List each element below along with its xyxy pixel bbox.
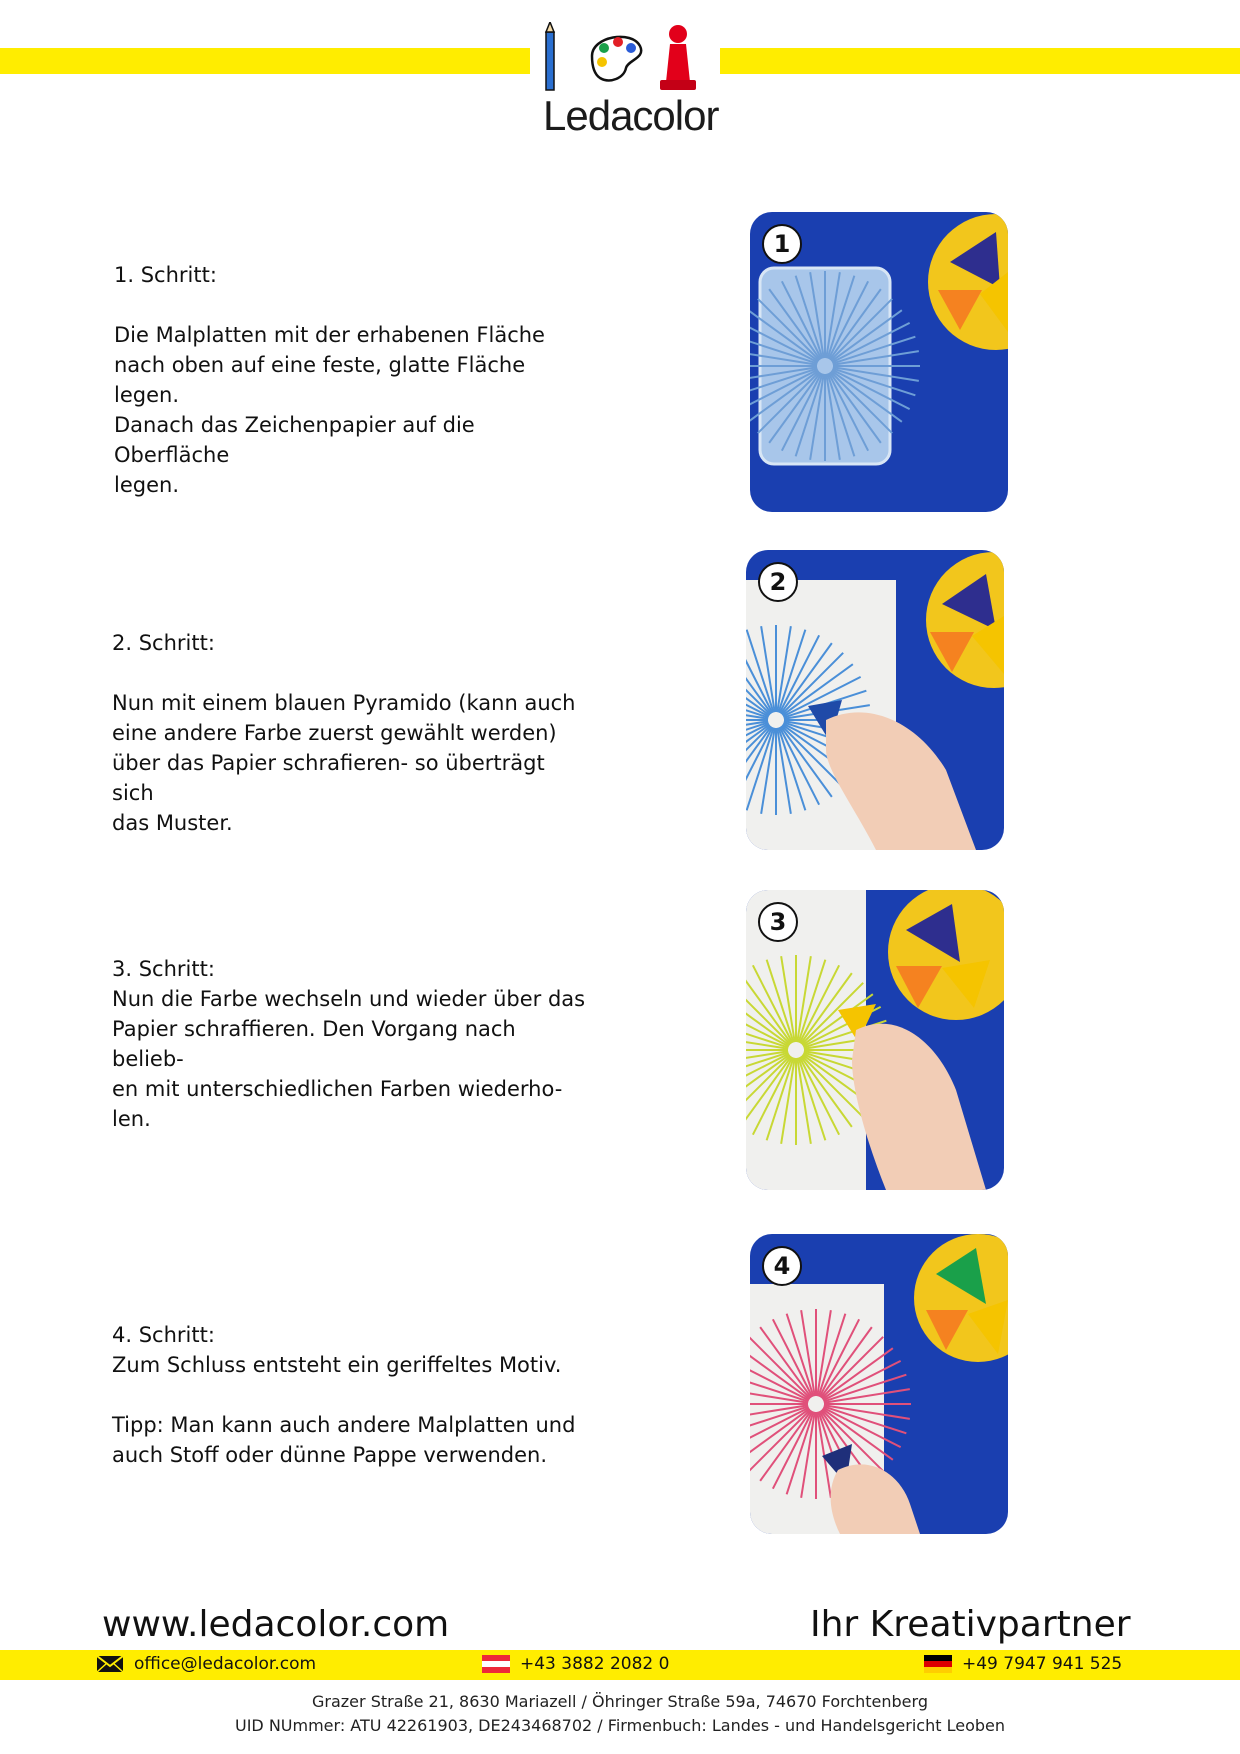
step-1-text: 1. Schritt: Die Malplatten mit der erhabenen Fläche nach oben auf eine feste, glatte Fläche legen. Danach das Zeichenpapier auf die Oberfläche legen. (114, 263, 545, 497)
step-2-image (746, 550, 1004, 850)
palette-icon (592, 37, 641, 81)
austria-flag-icon (482, 1655, 510, 1673)
step-1-image (750, 212, 1008, 512)
phone-at-text[interactable]: +43 3882 2082 0 (520, 1654, 670, 1674)
brand-name: Ledacolor (543, 92, 719, 139)
logo-icons (540, 22, 710, 94)
step-3-text: 3. Schritt: Nun die Farbe wechseln und wieder über das Papier schraffieren. Den Vorgang nach belieb- en mit unterschiedlichen Farben wiederho- len. (112, 957, 586, 1131)
step-4-text: 4. Schritt: Zum Schluss entsteht ein geriffeltes Motiv. Tipp: Man kann auch andere Malplatten und auch Stoff oder dünne Pappe verwenden. (112, 1323, 576, 1467)
step-2-number: 2 (758, 562, 798, 602)
step-2-text: 2. Schritt: Nun mit einem blauen Pyramido (kann auch eine andere Farbe zuerst gewählt werden) über das Papier schrafieren- so überträgt sich das Muster. (112, 631, 576, 835)
step-4-image (750, 1234, 1008, 1534)
slogan: Ihr Kreativpartner (810, 1604, 1131, 1645)
pencil-icon (546, 22, 554, 90)
legal-info: UID NUmmer: ATU 42261903, DE243468702 / Firmenbuch: Landes - und Handelsgericht Leoben (234, 1716, 1005, 1735)
germany-flag-icon (924, 1655, 952, 1673)
address: Grazer Straße 21, 8630 Mariazell / Öhringer Straße 59a, 74670 Forchtenberg (312, 1692, 928, 1711)
contact-email[interactable] (96, 1654, 316, 1674)
email-text[interactable]: office@ledacolor.com (134, 1654, 317, 1674)
envelope-icon (96, 1655, 124, 1673)
step-1-number: 1 (762, 224, 802, 264)
phone-de-text[interactable]: +49 7947 941 525 (962, 1654, 1123, 1674)
game-piece-icon (660, 25, 696, 90)
contact-phone-at[interactable] (482, 1654, 669, 1674)
contact-phone-de[interactable] (924, 1654, 1122, 1674)
step-3-number: 3 (758, 902, 798, 942)
website-link[interactable]: www.ledacolor.com (102, 1604, 450, 1645)
step-3-image (746, 890, 1004, 1190)
step-4-number: 4 (762, 1246, 802, 1286)
